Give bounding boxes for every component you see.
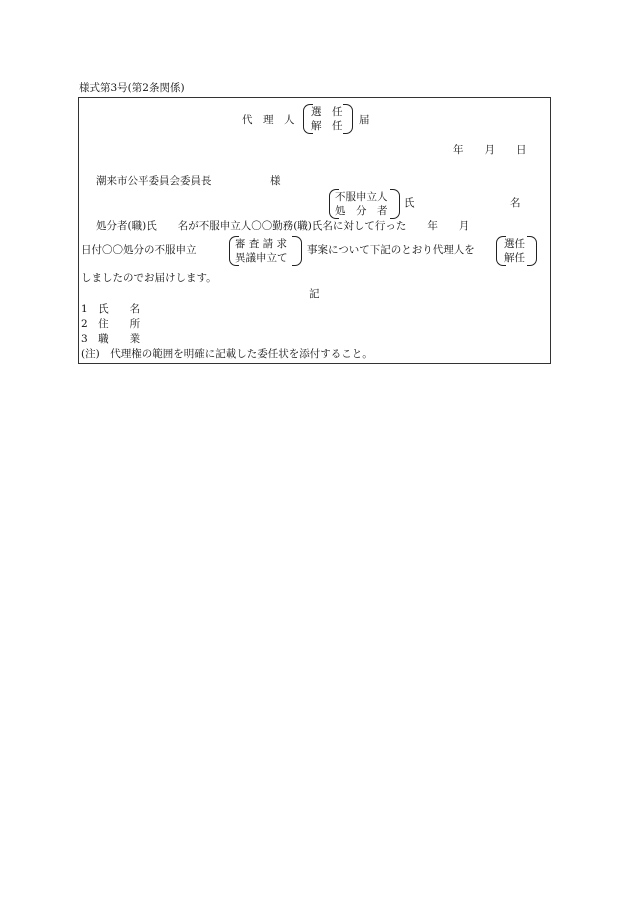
type-option-review: 審 査 請 求 xyxy=(235,238,288,250)
submitter-option-appellant: 不服申立人 xyxy=(335,191,388,203)
title-option-dismiss: 解 任 xyxy=(311,120,343,132)
submitter-brace-right xyxy=(390,189,400,219)
date-line: 年 月 日 xyxy=(453,144,527,156)
body-line-2-pre: 日付〇〇処分の不服申立 xyxy=(81,244,197,256)
submitter-option-disposer: 処 分 者 xyxy=(335,205,388,217)
appoint-option-appoint: 選任 xyxy=(504,238,525,250)
type-option-objection: 異議申立て xyxy=(235,252,288,264)
addressee: 潮来市公平委員会委員長 xyxy=(96,175,212,187)
submitter-shi: 氏 xyxy=(404,197,415,209)
appoint-options xyxy=(504,237,525,265)
appoint-option-dismiss: 解任 xyxy=(504,252,525,264)
title-main: 代 理 人 xyxy=(242,114,295,126)
body-line-3: しましたのでお届けします。 xyxy=(81,272,217,284)
item-occupation: 3 職 業 xyxy=(81,333,141,345)
item-name: 1 氏 名 xyxy=(81,303,141,315)
body-line-1: 処分者(職)氏 名が不服申立人〇〇勤務(職)氏名に対して行った 年 月 xyxy=(96,220,470,232)
title-options xyxy=(311,105,343,133)
type-options xyxy=(235,237,288,265)
title-option-appoint: 選 任 xyxy=(311,106,343,118)
body-line-2-mid: 事案について下記のとおり代理人を xyxy=(307,244,475,256)
submitter-options xyxy=(335,190,388,218)
title-brace-right xyxy=(343,104,353,134)
submitter-mei: 名 xyxy=(510,197,521,209)
note: (注) 代理権の範囲を明確に記載した委任状を添付すること。 xyxy=(81,348,373,360)
appoint-brace-right xyxy=(527,236,537,266)
addressee-honorific: 様 xyxy=(270,175,281,187)
type-brace-right xyxy=(292,236,302,266)
item-address: 2 住 所 xyxy=(81,318,141,330)
title-suffix: 届 xyxy=(359,114,370,126)
ki-heading: 記 xyxy=(309,288,320,300)
form-number: 様式第3号(第2条関係) xyxy=(79,82,185,94)
